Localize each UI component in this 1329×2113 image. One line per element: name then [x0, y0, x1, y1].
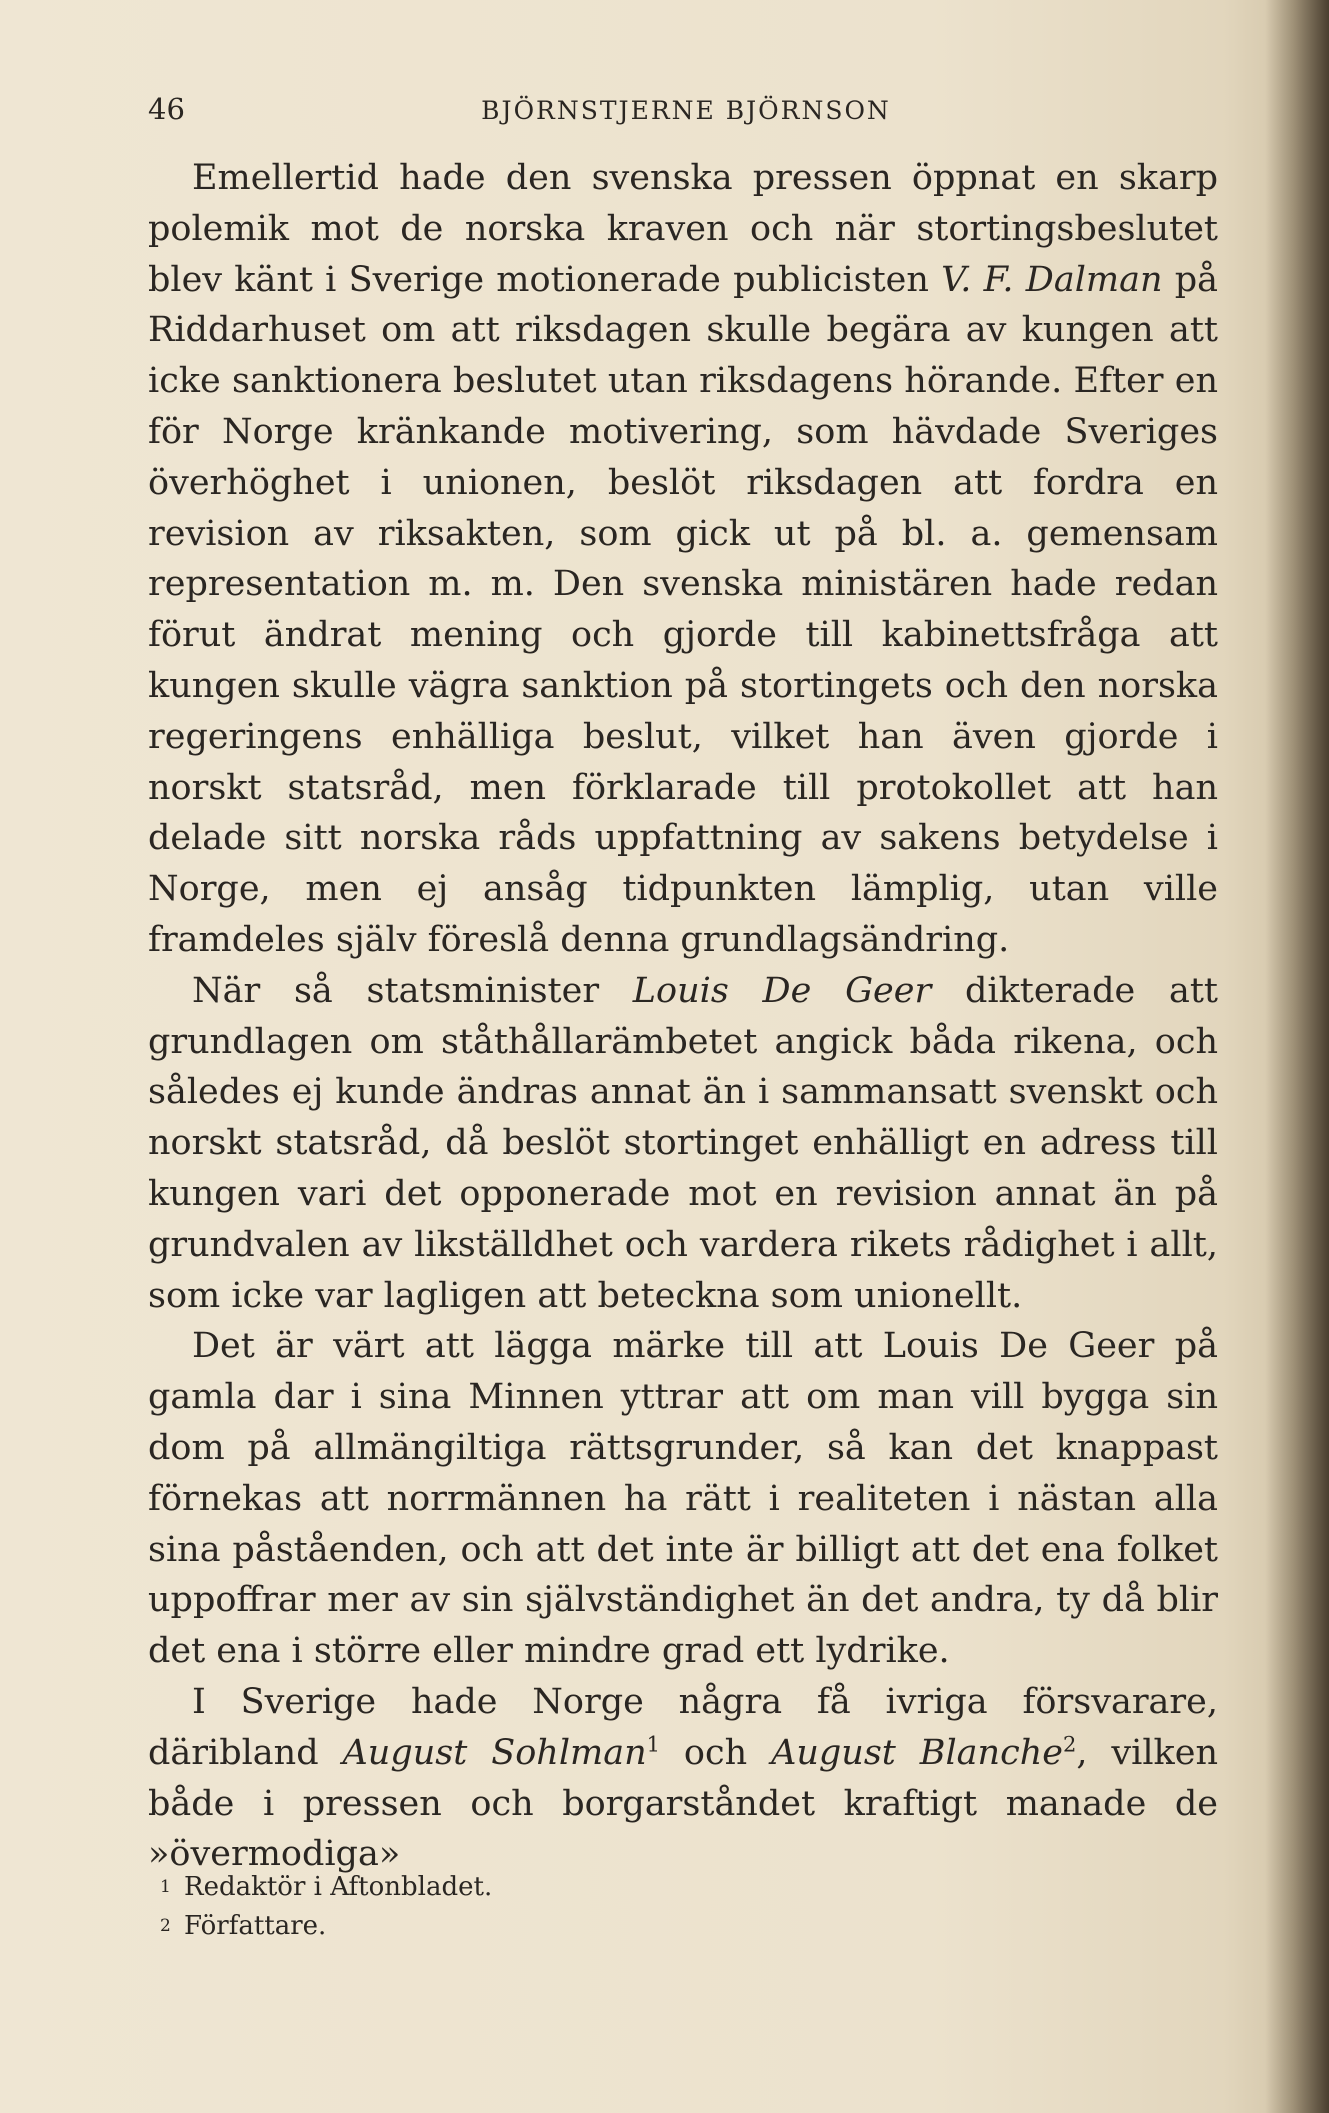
paragraph-2: [148, 966, 1218, 1322]
body-text: [148, 153, 1218, 1880]
footnote-text-1: Redaktör i Aftonbladet.: [184, 1872, 493, 1902]
name-sohlman: August Sohlman: [342, 1732, 647, 1773]
paragraph-2-text-a: När så statsminister: [192, 970, 633, 1011]
name-dalman: V. F. Dalman: [941, 259, 1163, 300]
footnote-mark-2: 2: [160, 1916, 171, 1936]
paragraph-1-text-b: på Riddarhuset om att riksdagen skulle begära av kungen att icke sanktionera beslutet utan riksdagens hörande. Efter en för Norge kränkande motivering, som hävdade Sveriges överhöghet i unionen, beslöt riksdagen att fordra en revision av riksakten, som gick ut på bl. a. gemensam representation m. m. Den svenska ministären hade redan förut ändrat mening och gjorde till kabinettsfråga att kungen skulle vägra sanktion på stortingets och den norska regeringens enhälliga beslut, vilket han även gjorde i norskt statsråd, men förklarade till protokollet att han delade sitt norska råds uppfattning av sakens betydelse i Norge, men ej ansåg tidpunkten lämplig, utan ville framdeles själv föreslå denna grundlagsändring.: [148, 259, 1218, 960]
footnotes: [160, 1868, 984, 1946]
paragraph-1-text-a: Emellertid hade den svenska pressen öppnat en skarp polemik mot de norska kraven och när stortingsbeslutet blev känt i Sverige motionerade publicisten: [148, 158, 1218, 300]
running-head: BJÖRNSTJERNE BJÖRNSON: [481, 96, 891, 125]
page-header: [148, 92, 1218, 132]
paragraph-4: [148, 1677, 1218, 1880]
name-de-geer: Louis De Geer: [632, 970, 932, 1011]
paragraph-4-text-c: , vilken både i pressen och borgarståndet kraftigt manade de »övermodiga»: [148, 1732, 1218, 1875]
page-number: 46: [148, 92, 185, 126]
name-blanche: August Blanche: [771, 1732, 1063, 1773]
book-spine-shadow: [1265, 0, 1329, 2113]
paragraph-4-text-b: och: [660, 1732, 772, 1773]
paragraph-2-text-b: dikterade att grundlagen om ståthållarämbetet angick båda rikena, och således ej kunde ändras annat än i sammansatt svenskt och norskt statsråd, då beslöt stortinget enhälligt en adress till kungen vari det opponerade mot en revision annat än på grundvalen av likställdhet och vardera rikets rådighet i allt, som icke var lagligen att beteckna som unionellt.: [148, 970, 1218, 1316]
footnote-mark-1: 1: [160, 1877, 171, 1897]
footnote-1: [160, 1868, 984, 1907]
paragraph-4-text-a: I Sverige hade Norge några få ivriga försvarare, däribland: [148, 1681, 1218, 1773]
footnote-2: [160, 1907, 984, 1946]
paragraph-1: [148, 153, 1218, 966]
paragraph-3: Det är värt att lägga märke till att Louis De Geer på gamla dar i sina Minnen yttrar att om man vill bygga sin dom på allmängiltiga rättsgrunder, så kan det knappast förnekas att norrmännen ha rätt i realiteten i nästan alla sina påståenden, och att det inte är billigt att det ena folket uppoffrar mer av sin självständighet än det andra, ty då blir det ena i större eller mindre grad ett lydrike.: [148, 1326, 1218, 1672]
footnote-text-2: Författare.: [184, 1911, 327, 1941]
footnote-ref-2: 2: [1062, 1732, 1077, 1757]
footnote-ref-1: 1: [646, 1732, 660, 1757]
